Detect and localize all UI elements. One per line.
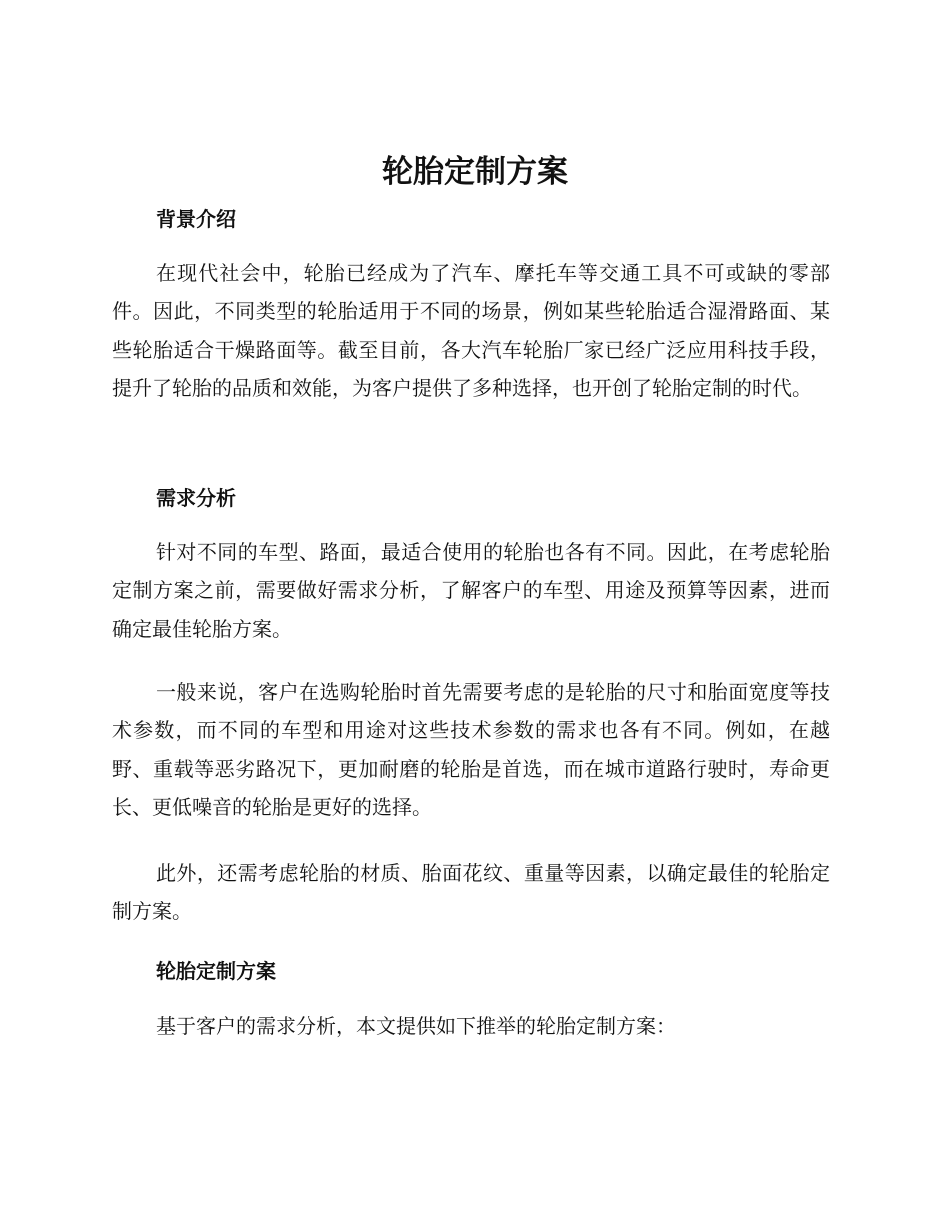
section-heading-plan: 轮胎定制方案 xyxy=(156,959,276,983)
paragraph-requirements-1: 针对不同的车型、路面，最适合使用的轮胎也各有不同。因此，在考虑轮胎定制方案之前，需要做好需求分析，了解客户的车型、用途及预算等因素，进而确定最佳轮胎方案。 xyxy=(112,540,830,641)
document-title: 轮胎定制方案 xyxy=(382,154,568,190)
paragraph-requirements-3: 此外，还需考虑轮胎的材质、胎面花纹、重量等因素，以确定最佳的轮胎定制方案。 xyxy=(112,861,830,924)
paragraph-plan: 基于客户的需求分析，本文提供如下推举的轮胎定制方案： xyxy=(156,1014,676,1038)
paragraph-requirements-2: 一般来说，客户在选购轮胎时首先需要考虑的是轮胎的尺寸和胎面宽度等技术参数，而不同的车型和用途对这些技术参数的需求也各有不同。例如，在越野、重载等恶劣路况下，更加耐磨的轮胎是首选，而在城市道路行驶时，寿命更长、更低噪音的轮胎是更好的选择。 xyxy=(112,680,830,820)
section-heading-requirements: 需求分析 xyxy=(156,486,236,510)
paragraph-background: 在现代社会中，轮胎已经成为了汽车、摩托车等交通工具不可或缺的零部件。因此，不同类型的轮胎适用于不同的场景，例如某些轮胎适合湿滑路面、某些轮胎适合干燥路面等。截至目前，各大汽车轮胎厂家已经广泛应用科技手段，提升了轮胎的品质和效能，为客户提供了多种选择，也开创了轮胎定制的时代。 xyxy=(112,261,830,401)
section-heading-background: 背景介绍 xyxy=(156,207,236,231)
